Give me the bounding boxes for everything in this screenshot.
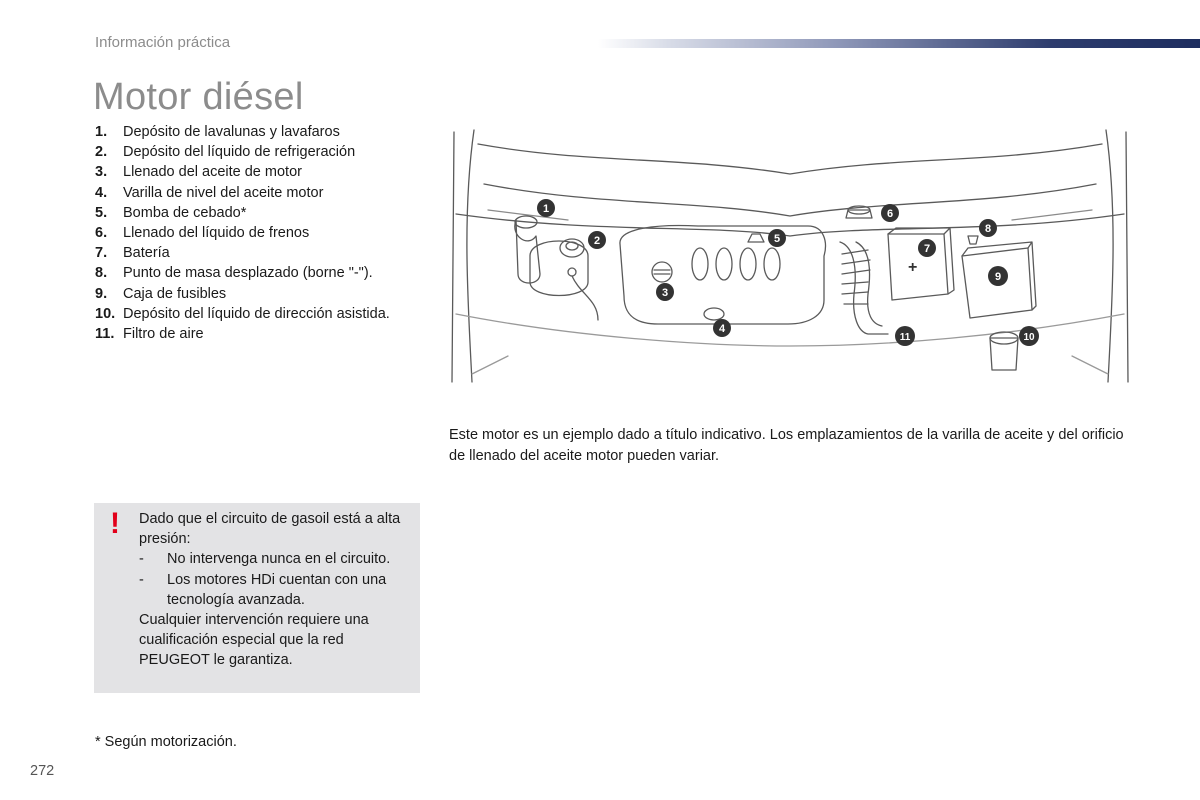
warning-outro: Cualquier intervención requiere una cualificación especial que la red PEUGEOT le garantiza. [139, 612, 369, 669]
hood-edge [478, 144, 1102, 174]
warning-intro: Dado que el circuito de gasoil está a alta presión: [139, 511, 401, 548]
warning-item-text: Los motores HDi cuentan con una tecnología avanzada. [167, 571, 387, 608]
callout-label: 2 [593, 235, 601, 247]
item-label: Punto de masa desplazado (borne "-"). [123, 265, 373, 282]
air-intake-hose [840, 242, 888, 334]
item-number: 4. [95, 184, 108, 201]
warning-text [139, 509, 409, 671]
item-label: Depósito del líquido de dirección asistida. [123, 305, 390, 322]
item-label: Bomba de cebado* [123, 204, 247, 221]
list-item [95, 243, 390, 263]
callout-label: 5 [773, 233, 781, 245]
section-label: Información práctica [95, 34, 231, 51]
list-item [95, 263, 390, 283]
list-item [95, 284, 390, 304]
list-item [95, 122, 390, 142]
washer-reservoir [515, 220, 540, 283]
item-number: 10. [95, 305, 116, 322]
item-number: 11. [95, 326, 115, 343]
page-number: 272 [30, 763, 55, 779]
item-number: 7. [95, 245, 108, 262]
item-label: Caja de fusibles [123, 285, 227, 302]
callout-label: 7 [923, 243, 931, 255]
item-number: 5. [95, 204, 108, 221]
parts-list [95, 122, 390, 344]
ground-point [968, 236, 978, 244]
callout-label: 3 [661, 287, 669, 299]
warning-icon: ! [110, 507, 120, 540]
item-label: Depósito de lavalunas y lavafaros [123, 124, 340, 140]
callout-label: 8 [984, 223, 992, 235]
grille-line [484, 184, 1096, 216]
bullet-dash: - [139, 571, 144, 588]
item-label: Filtro de aire [123, 326, 204, 343]
list-item [95, 223, 390, 243]
list-item [95, 324, 390, 344]
item-label: Batería [123, 245, 170, 262]
warning-list-item [139, 570, 409, 610]
item-number: 9. [95, 285, 108, 302]
callout-label: 6 [886, 208, 894, 220]
callout-label: 4 [718, 323, 726, 335]
list-item [95, 203, 390, 223]
primer-pump [748, 234, 764, 242]
item-number: 2. [95, 144, 108, 161]
callout-label: 9 [994, 271, 1002, 283]
item-number: 3. [95, 164, 108, 181]
list-item [95, 162, 390, 182]
list-item [95, 142, 390, 162]
warning-item-text: No intervenga nunca en el circuito. [167, 551, 391, 568]
figure-note: Este motor es un ejemplo dado a título indicativo. Los emplazamientos de la varilla de aceite y del orificio de llenado del aceite motor pueden variar. [449, 427, 1124, 464]
list-item [95, 304, 390, 324]
dipstick [704, 308, 724, 320]
battery [888, 234, 948, 300]
footnote: * Según motorización. [95, 734, 237, 750]
bullet-dash: - [139, 551, 144, 568]
item-label: Varilla de nivel del aceite motor [123, 184, 324, 201]
callout-label: 10 [1023, 332, 1035, 343]
item-number: 6. [95, 225, 108, 242]
item-label: Llenado del líquido de frenos [123, 225, 310, 242]
item-label: Depósito del líquido de refrigeración [123, 144, 356, 161]
oil-filler-cap [652, 262, 672, 282]
bumper-line [456, 214, 1124, 236]
callout-label: 1 [542, 203, 550, 215]
callout-label: 11 [899, 332, 911, 343]
battery-plus-symbol: + [908, 259, 918, 276]
item-number: 1. [95, 124, 108, 140]
page-title: Motor diésel [93, 76, 304, 118]
warning-list-item [139, 549, 409, 569]
item-number: 8. [95, 265, 108, 282]
list-item [95, 183, 390, 203]
engine-illustration [448, 124, 1132, 386]
engine-cover [620, 226, 826, 324]
header-bar [598, 39, 1200, 48]
warning-list [139, 549, 409, 610]
item-label: Llenado del aceite de motor [123, 164, 302, 181]
